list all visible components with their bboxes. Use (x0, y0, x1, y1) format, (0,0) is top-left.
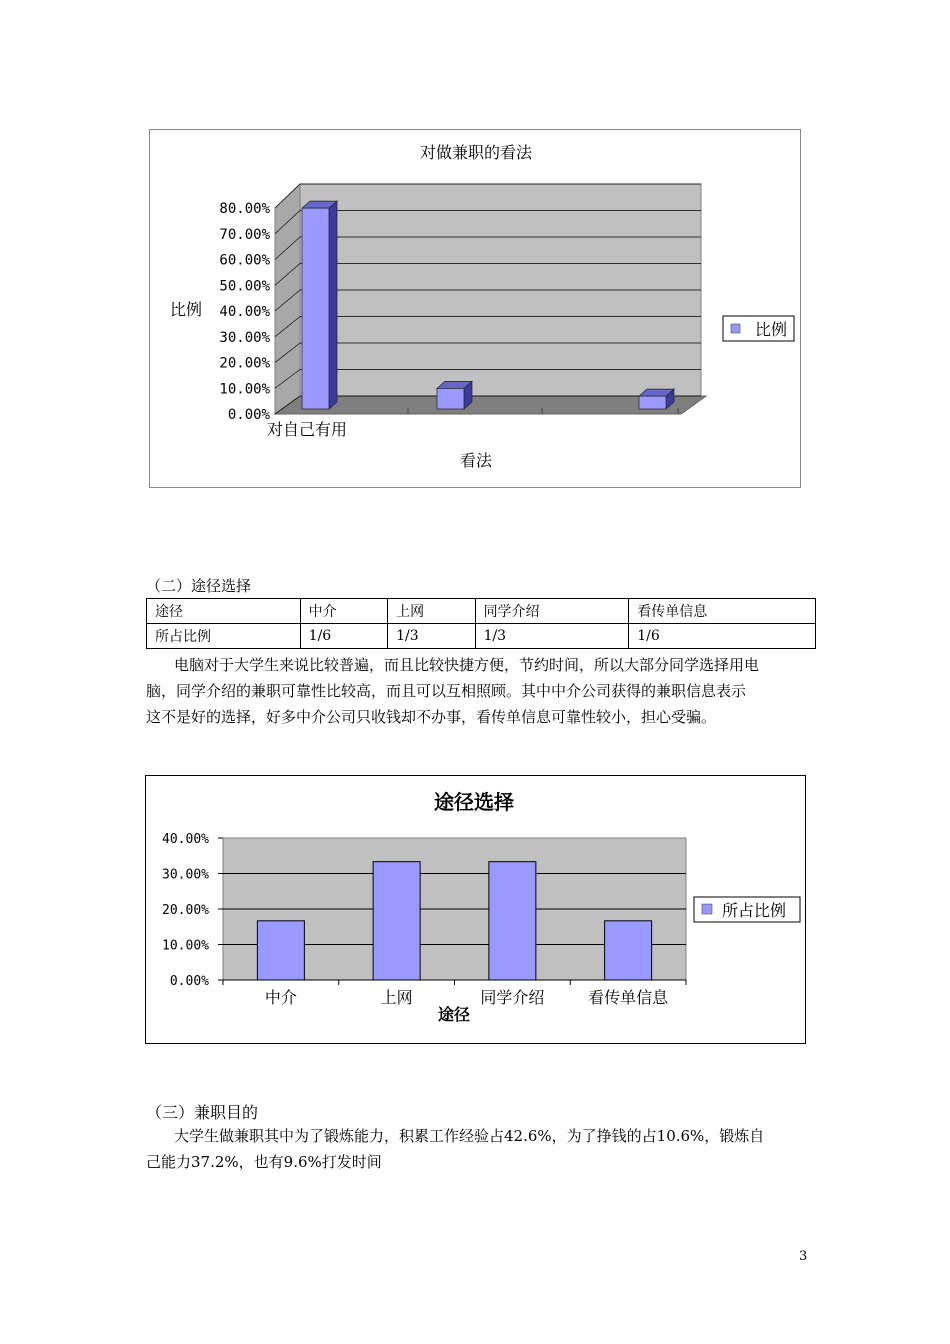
y-tick-label: 20.00% (162, 903, 209, 918)
y-tick-label: 10.00% (162, 938, 209, 954)
section-3-title: （三）兼职目的 (146, 1103, 259, 1122)
chart-bar (639, 389, 674, 409)
opinion-chart-svg (150, 130, 800, 487)
paragraph-line: 大学生做兼职其中为了锻炼能力，积累工作经验占42.6%，为了挣钱的占10.6%，锻炼自 (174, 1127, 765, 1145)
y-tick-label: 0.00% (169, 974, 209, 989)
table-cell: 所占比例 (147, 624, 301, 649)
paragraph-line: 己能力37.2%，也有9.6%打发时间 (146, 1153, 382, 1171)
y-tick-label: 40.00% (162, 832, 209, 847)
chart-bar (489, 862, 536, 980)
y-tick-label: 0.00% (227, 407, 270, 423)
opinion-chart (149, 129, 801, 488)
chart-title: 途径选择 (434, 790, 514, 814)
chart-bar (257, 921, 304, 980)
legend-label: 所占比例 (722, 901, 787, 920)
y-tick-label: 30.00% (162, 867, 209, 883)
table-row (147, 624, 816, 649)
table-row (147, 599, 816, 624)
chart-bar (605, 921, 652, 980)
section-2-paragraph (146, 652, 759, 730)
table-cell: 1/3 (388, 624, 475, 649)
x-axis-label: 看法 (459, 451, 493, 470)
chart-bar (437, 381, 472, 409)
paragraph-line: 电脑对于大学生来说比较普遍，而且比较快捷方便，节约时间，所以大部分同学选择用电 (174, 656, 760, 674)
table-cell: 中介 (300, 599, 387, 624)
bar-front (302, 208, 329, 409)
bar-front (437, 388, 464, 409)
table-cell: 1/3 (475, 624, 629, 649)
section-3-paragraph (146, 1123, 764, 1175)
paragraph-line: 脑，同学介绍的兼职可靠性比较高，而且可以互相照顾。其中中介公司获得的兼职信息表示 (146, 682, 747, 700)
y-tick-label: 30.00% (219, 329, 270, 346)
x-axis-label: 途径 (437, 1005, 471, 1024)
table-cell: 途径 (147, 599, 301, 624)
y-tick-label: 80.00% (219, 201, 270, 217)
plot-side-wall (275, 184, 300, 414)
chart-legend (723, 316, 794, 341)
page-number: 3 (799, 1249, 808, 1264)
table-cell: 看传单信息 (629, 599, 816, 624)
y-tick-label: 40.00% (219, 304, 270, 320)
legend-swatch (731, 324, 740, 333)
section-2-title: （二）途径选择 (146, 577, 252, 595)
paragraph-line: 这不是好的选择，好多中介公司只收钱却不办事，看传单信息可靠性较小，担心受骗。 (146, 708, 717, 726)
x-tick-label: 对自己有用 (267, 420, 348, 439)
bar-side (329, 201, 337, 409)
x-tick-label: 看传单信息 (588, 988, 669, 1007)
chart-legend (694, 897, 800, 922)
y-axis-label: 比例 (170, 300, 203, 319)
bar-front (639, 396, 666, 409)
route-chart (145, 775, 806, 1044)
chart-bar (302, 201, 337, 409)
y-tick-label: 60.00% (219, 252, 270, 269)
table-cell: 上网 (388, 599, 475, 624)
legend-swatch (702, 904, 712, 914)
y-tick-label: 10.00% (219, 381, 270, 398)
x-tick-label: 同学介绍 (480, 988, 545, 1007)
route-table (146, 598, 816, 649)
x-tick-label: 上网 (380, 988, 413, 1007)
y-tick-label: 20.00% (219, 355, 270, 372)
chart-bar (373, 862, 420, 980)
y-tick-label: 70.00% (219, 226, 270, 243)
legend-label: 比例 (755, 320, 788, 339)
table-cell: 1/6 (300, 624, 387, 649)
table-cell: 1/6 (629, 624, 816, 649)
x-tick-label: 中介 (264, 988, 297, 1007)
chart-title: 对做兼职的看法 (419, 143, 533, 162)
y-tick-label: 50.00% (219, 278, 270, 295)
table-cell: 同学介绍 (475, 599, 629, 624)
route-chart-svg (146, 776, 805, 1043)
